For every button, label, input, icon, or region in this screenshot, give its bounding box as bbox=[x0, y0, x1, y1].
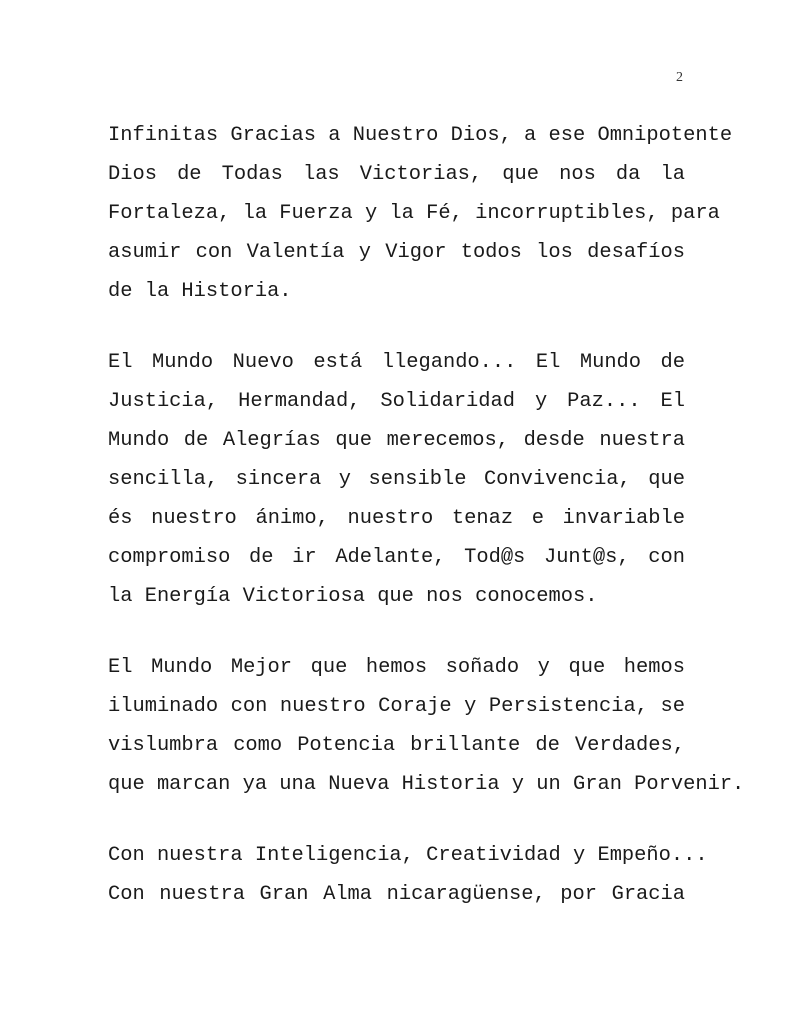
paragraph-3 bbox=[108, 648, 745, 804]
text-line: sencilla, sincera y sensible Convivencia, que bbox=[108, 468, 685, 491]
text-line: Con nuestra Inteligencia, Creatividad y Empeño... bbox=[108, 844, 708, 867]
paragraph-2 bbox=[108, 343, 685, 616]
body-text bbox=[108, 116, 745, 914]
page-number: 2 bbox=[676, 70, 683, 85]
paragraph-4 bbox=[108, 836, 708, 914]
paragraph-gap bbox=[108, 311, 685, 343]
text-line: El Mundo Mejor que hemos soñado y que hemos bbox=[108, 656, 685, 679]
text-line: la Energía Victoriosa que nos conocemos. bbox=[108, 585, 598, 608]
text-line: vislumbra como Potencia brillante de Verdades, bbox=[108, 734, 685, 757]
text-line: Infinitas Gracias a Nuestro Dios, a ese Omnipotente bbox=[108, 124, 733, 147]
text-line: Mundo de Alegrías que merecemos, desde nuestra bbox=[108, 429, 685, 452]
text-line: és nuestro ánimo, nuestro tenaz e invariable bbox=[108, 507, 685, 530]
paragraph-gap bbox=[108, 616, 685, 648]
paragraph-1 bbox=[108, 116, 733, 311]
text-line: iluminado con nuestro Coraje y Persistencia, se bbox=[108, 695, 685, 718]
text-line: Fortaleza, la Fuerza y la Fé, incorruptibles, para bbox=[108, 202, 720, 225]
text-line: El Mundo Nuevo está llegando... El Mundo de bbox=[108, 351, 685, 374]
text-line: Con nuestra Gran Alma nicaragüense, por Gracia bbox=[108, 883, 685, 906]
paragraph-gap bbox=[108, 804, 685, 836]
text-line: de la Historia. bbox=[108, 280, 292, 303]
text-line: Dios de Todas las Victorias, que nos da la bbox=[108, 163, 685, 186]
text-line: que marcan ya una Nueva Historia y un Gran Porvenir. bbox=[108, 773, 745, 796]
text-line: compromiso de ir Adelante, Tod@s Junt@s, con bbox=[108, 546, 685, 569]
text-line: Justicia, Hermandad, Solidaridad y Paz... El bbox=[108, 390, 685, 413]
text-line: asumir con Valentía y Vigor todos los desafíos bbox=[108, 241, 685, 264]
